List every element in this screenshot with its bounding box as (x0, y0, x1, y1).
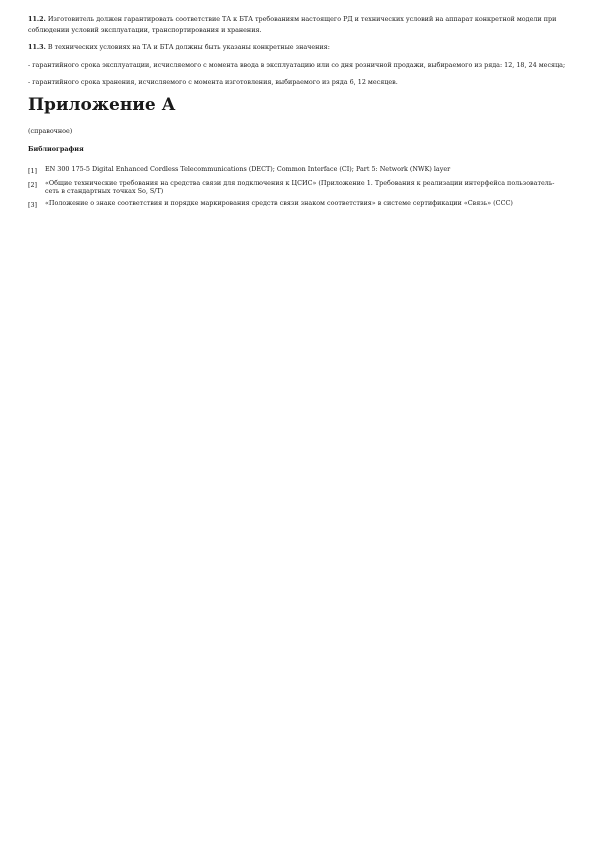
paragraph-11-3 (28, 42, 567, 53)
bibliography-title: Библиография (28, 144, 84, 153)
reference-item (28, 199, 567, 209)
reference-text: EN 300 175-5 Digital Enhanced Cordless Telecommunications (DECT); Common Interface (CI); Part 5: Network (NWK) layer (45, 164, 451, 173)
paragraph-text: В технических условиях на ТА и БТА должны быть указаны конкретные значения: (47, 43, 330, 52)
reference-item (28, 179, 567, 195)
appendix-title: Приложение А (28, 94, 176, 115)
reference-text: «Положение о знаке соответствия и порядке маркирования средств связи знаком соответствия» в системе сертификации «Связь» (ССС) (45, 198, 513, 207)
list-item-warranty-storage (28, 77, 567, 88)
appendix-note: (справочное) (28, 126, 73, 135)
paragraph-11-2 (28, 14, 567, 35)
paragraph-text: Изготовитель должен гарантировать соответствие ТА к БТА требованиям настоящего РД и технических условий на аппарат конкретной модели при соблюдении условий эксплуатации, транспортирования и хранения. (28, 15, 557, 34)
reference-item (28, 165, 567, 175)
clause-number: 11.3. (28, 43, 46, 52)
reference-number: [1] (28, 166, 38, 175)
paragraph-text: - гарантийного срока хранения, исчисляемого с момента изготовления, выбираемого из ряда 6, 12 месяцев. (28, 78, 398, 87)
reference-number: [2] (28, 180, 38, 189)
list-item-warranty-operation (28, 60, 567, 71)
reference-number: [3] (28, 200, 38, 209)
paragraph-text: - гарантийного срока эксплуатации, исчисляемого с момента ввода в эксплуатацию или со дня розничной продажи, выбираемого из ряда: 12, 18, 24 месяца; (28, 60, 566, 69)
reference-text: «Общие технические требования на средства связи для подключения к ЦСИС» (Приложение 1. Требования к реализации интерфейса пользователь-сеть в стандартных точках So, S/T) (45, 178, 555, 195)
clause-number: 11.2. (28, 15, 46, 23)
